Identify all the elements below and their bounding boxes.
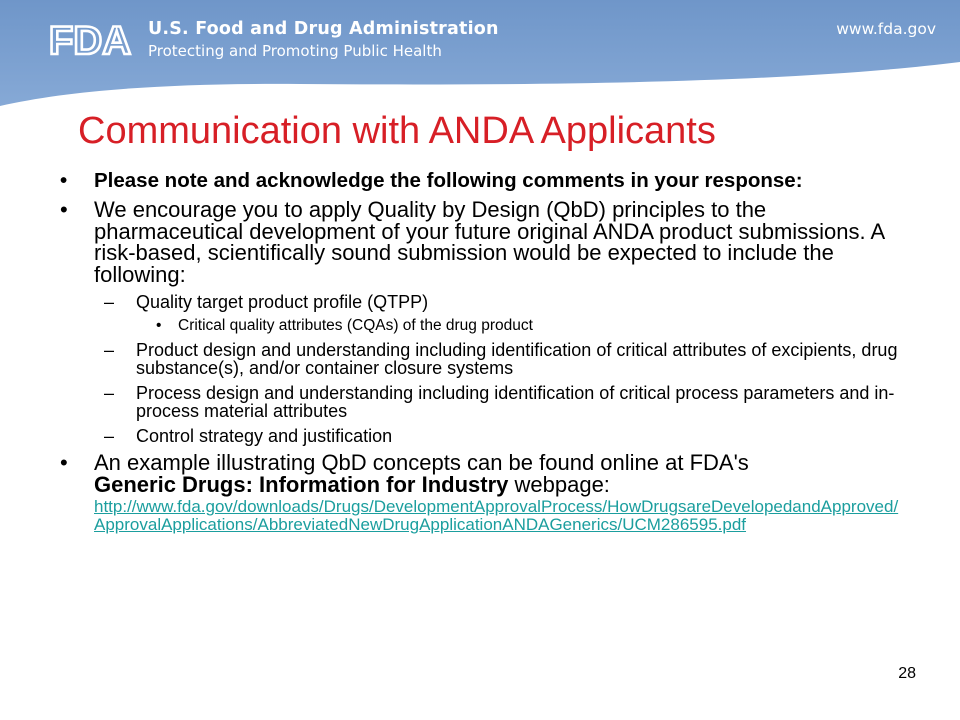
dash-marker: –: [104, 340, 115, 360]
fda-logo-icon: [44, 16, 136, 62]
sub-item-control-strategy: [60, 427, 920, 445]
agency-block: [148, 18, 499, 62]
header-banner: [0, 0, 960, 110]
website-label: www.fda.gov: [836, 20, 936, 38]
bullet-example: [60, 452, 920, 533]
bullet-marker: •: [156, 317, 162, 334]
bullet-marker: •: [60, 197, 68, 222]
dash-marker: –: [104, 383, 115, 403]
page-number: 28: [898, 665, 916, 682]
dash-marker: –: [104, 292, 115, 312]
bullet-example-prefix: An example illustrating QbD concepts can be found online at FDA's: [94, 450, 749, 475]
sub-item-text: Control strategy and justification: [136, 426, 393, 446]
sub-item-text: Quality target product profile (QTPP): [136, 292, 429, 312]
bullet-note: [60, 170, 920, 191]
fda-logo-text: FDA: [48, 19, 132, 62]
sub-sub-item-text: Critical quality attributes (CQAs) of the drug product: [178, 317, 533, 334]
slide-title: Communication with ANDA Applicants: [78, 110, 716, 152]
agency-tagline: Protecting and Promoting Public Health: [148, 42, 442, 60]
agency-name: U.S. Food and Drug Administration: [148, 19, 499, 39]
bullet-marker: •: [60, 169, 68, 192]
bullet-encourage: [60, 199, 920, 285]
sub-item-qtpp: [60, 293, 920, 311]
bullet-marker: •: [60, 450, 68, 475]
slide-body: [60, 170, 920, 541]
dash-marker: –: [104, 426, 115, 446]
bullet-example-suffix: webpage:: [514, 471, 610, 497]
sub-item-product-design: [60, 341, 920, 377]
bullet-note-text: Please note and acknowledge the following comments in your response:: [94, 169, 803, 192]
bullet-encourage-text: We encourage you to apply Quality by Design (QbD) principles to the pharmaceutical development of your future original ANDA product submissions. A risk-based, scientifically sound submission would be expected to include the following:: [94, 197, 884, 287]
ucm286595-link[interactable]: http://www.fda.gov/downloads/Drugs/DevelopmentApprovalProcess/HowDrugsareDevelopedandApproved/ApprovalApplications/AbbreviatedNewDrugApplicationANDAGenerics/UCM286595.pdf: [94, 497, 899, 534]
bullet-example-bold: Generic Drugs: Information for Industry: [94, 471, 509, 497]
sub-item-process-design: [60, 384, 920, 420]
sub-item-text: Process design and understanding including identification of critical process parameters and in-process material attributes: [136, 383, 895, 421]
sub-item-text: Product design and understanding including identification of critical attributes of excipients, drug substance(s), and/or container closure systems: [136, 340, 898, 378]
sub-sub-item-cqa: [60, 318, 920, 334]
